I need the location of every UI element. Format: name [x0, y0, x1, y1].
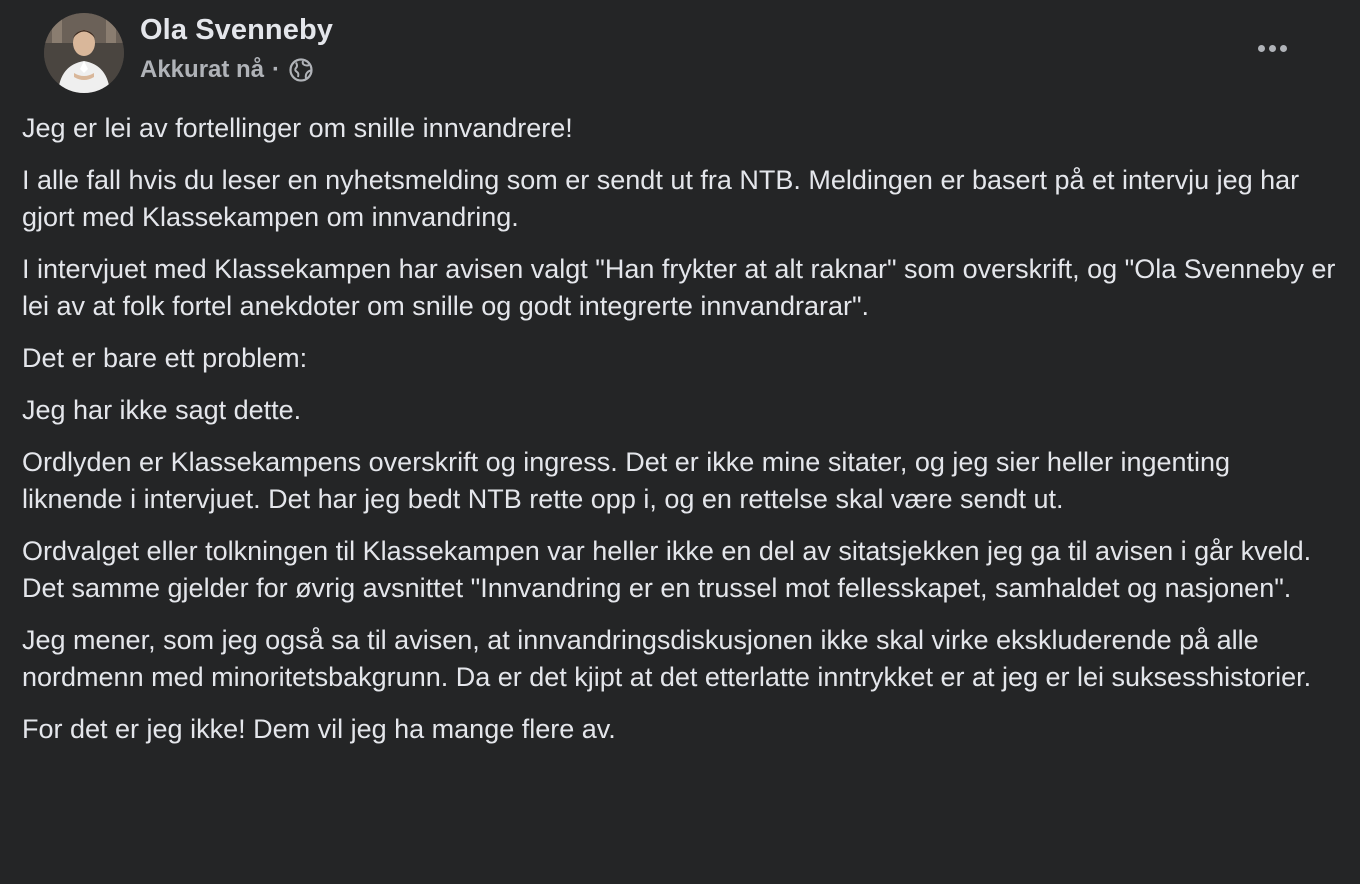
author-name[interactable]: Ola Svenneby [140, 14, 333, 46]
avatar-image [44, 13, 124, 93]
post-paragraph: Jeg er lei av fortellinger om snille innvandrere! [22, 113, 573, 143]
post-paragraph: For det er jeg ikke! Dem vil jeg ha mange flere av. [22, 714, 616, 744]
post-meta [140, 56, 314, 84]
more-options-button[interactable] [1248, 30, 1296, 66]
post-header [22, 0, 1338, 100]
post-paragraph: I alle fall hvis du leser en nyhetsmelding som er sendt ut fra NTB. Meldingen er basert på et intervju jeg har gjort med Klassekampen om innvandring. [22, 165, 1300, 232]
post-paragraph: Jeg har ikke sagt dette. [22, 395, 302, 425]
globe-icon[interactable] [288, 57, 314, 83]
post-paragraph: Ordlyden er Klassekampens overskrift og ingress. Det er ikke mine sitater, og jeg sier heller ingenting liknende i intervjuet. Det har jeg bedt NTB rette opp i, og en rettelse skal være sendt ut. [22, 447, 1231, 514]
post-paragraph: I intervjuet med Klassekampen har avisen valgt "Han frykter at alt raknar" som overskrift, og "Ola Svenneby er lei av at folk fortel anekdoter om snille og godt integrerte innvandrarar". [22, 254, 1336, 321]
post-body [22, 100, 1338, 748]
post-paragraph: Jeg mener, som jeg også sa til avisen, at innvandringsdiskusjonen ikke skal virke ekskluderende på alle nordmenn med minoritetsbakgrunn. Da er det kjipt at det etterlatte inntrykket er at jeg er lei suksesshistorier. [22, 625, 1312, 692]
avatar[interactable] [44, 13, 124, 93]
post-paragraph: Det er bare ett problem: [22, 343, 308, 373]
meta-separator: · [272, 56, 281, 83]
more-options-icon [1258, 45, 1287, 52]
post-timestamp[interactable]: Akkurat nå [140, 56, 265, 83]
post-paragraph: Ordvalget eller tolkningen til Klassekampen var heller ikke en del av sitatsjekken jeg ga til avisen i går kveld. Det samme gjelder for øvrig avsnittet "Innvandring er en trussel mot fellesskapet, samhaldet og nasjonen". [22, 536, 1312, 603]
